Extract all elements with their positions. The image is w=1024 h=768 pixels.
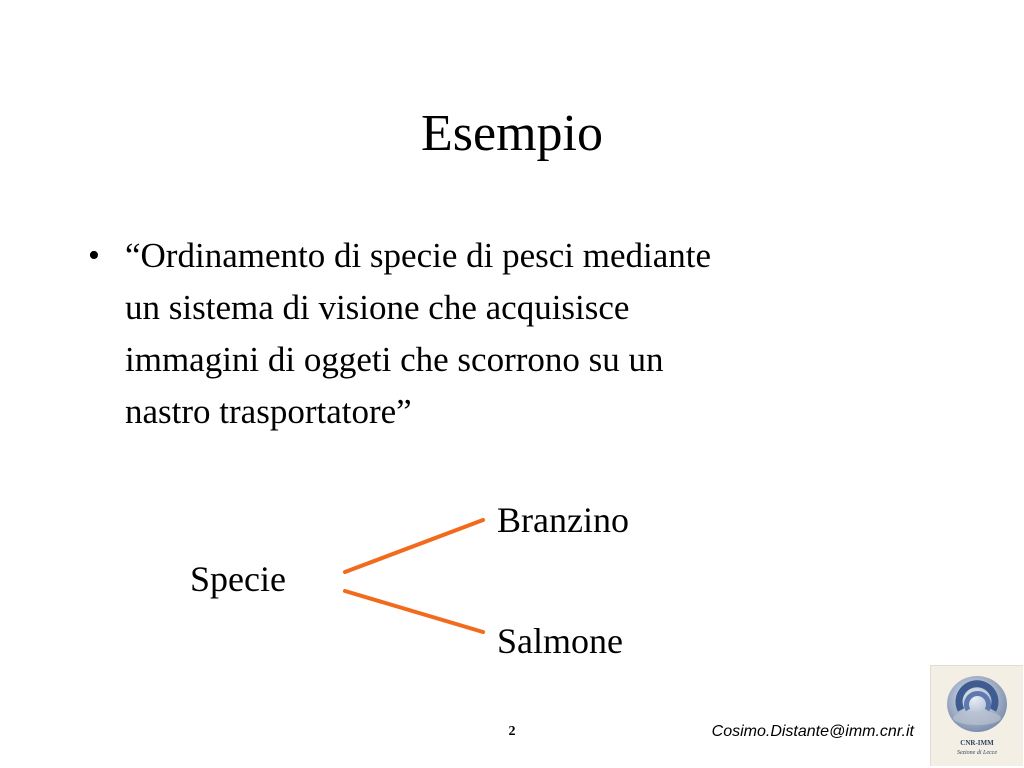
cnr-logo (930, 665, 1023, 766)
logo-text-line1: CNR-IMM (960, 739, 994, 747)
diagram-branch-label-salmone: Salmone (497, 621, 623, 661)
bullet-line: un sistema di visione che acquisisce (125, 288, 630, 327)
connector-line-salmone (345, 591, 483, 632)
cnr-logo-icon (931, 666, 1023, 766)
bullet-text (125, 230, 915, 438)
page-number: 2 (508, 724, 516, 739)
connector-line-branzino (345, 520, 483, 572)
slide-title: Esempio (421, 105, 603, 162)
footer-email: Cosimo.Distante@imm.cnr.it (711, 723, 914, 740)
logo-text-line2: Sezione di Lecce (957, 750, 997, 756)
bullet-line: nastro trasportatore” (125, 392, 412, 431)
bullet-icon: • (88, 237, 100, 274)
diagram-root-label: Specie (190, 559, 286, 599)
bullet-line: immagini di oggeti che scorrono su un (125, 340, 664, 379)
bullet-line: “Ordinamento di specie di pesci mediante (125, 236, 712, 275)
diagram-branch-label-branzino: Branzino (497, 500, 629, 540)
